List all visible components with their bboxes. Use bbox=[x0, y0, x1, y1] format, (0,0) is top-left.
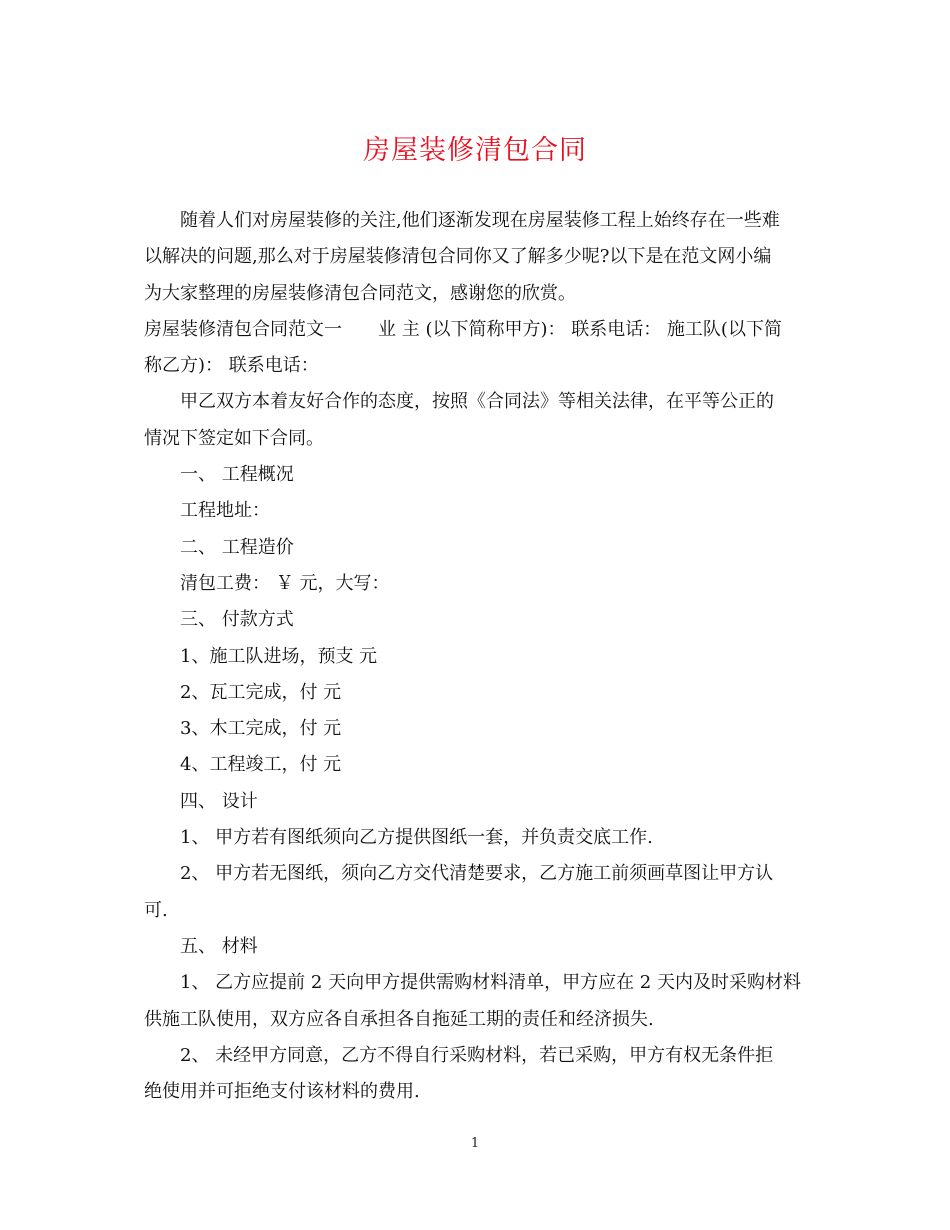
paragraph-line: 清包工费： ￥ 元，大写： bbox=[180, 572, 390, 594]
paragraph-line: 为大家整理的房屋装修清包合同范文，感谢您的欣赏。 bbox=[144, 282, 576, 304]
document-body bbox=[144, 203, 808, 1110]
paragraph-line: 供施工队使用，双方应各自承担各自拖延工期的责任和经济损失. bbox=[144, 1008, 654, 1030]
list-item: 3、木工完成，付 元 bbox=[180, 718, 342, 740]
paragraph-line: 随着人们对房屋装修的关注,他们逐渐发现在房屋装修工程上始终存在一些难 bbox=[180, 210, 780, 231]
paragraph-line: 甲乙双方本着友好合作的态度，按照《合同法》等相关法律，在平等公正的 bbox=[180, 391, 774, 413]
section-heading: 二、 工程造价 bbox=[180, 536, 294, 558]
list-item: 4、工程竣工，付 元 bbox=[180, 754, 342, 776]
list-item: 2、 未经甲方同意，乙方不得自行采购材料，若已采购，甲方有权无条件拒 bbox=[180, 1044, 774, 1066]
section-heading: 三、 付款方式 bbox=[180, 609, 294, 631]
paragraph-line: 工程地址： bbox=[180, 500, 270, 522]
document-title: 房屋装修清包合同 bbox=[363, 135, 587, 166]
list-item: 1、 甲方若有图纸须向乙方提供图纸一套，并负责交底工作. bbox=[180, 827, 653, 849]
paragraph-line: 以解决的问题,那么对于房屋装修清包合同你又了解多少呢?以下是在范文网小编 bbox=[144, 246, 772, 268]
section-heading: 五、 材料 bbox=[180, 935, 258, 957]
paragraph-line: 房屋装修清包合同范文一 业 主 (以下简称甲方)： 联系电话： 施工队(以下简 bbox=[144, 318, 782, 340]
paragraph-line: 称乙方)： 联系电话： bbox=[144, 355, 319, 377]
paragraph-line: 情况下签定如下合同。 bbox=[144, 427, 324, 449]
list-item: 1、施工队进场，预支 元 bbox=[180, 645, 378, 667]
paragraph-line: 绝使用并可拒绝支付该材料的费用. bbox=[144, 1081, 420, 1103]
page-number: 1 bbox=[470, 1136, 480, 1151]
list-item: 1、 乙方应提前 2 天向甲方提供需购材料清单，甲方应在 2 天内及时采购材料 bbox=[180, 972, 801, 994]
paragraph-line: 可. bbox=[144, 899, 168, 921]
section-heading: 一、 工程概况 bbox=[180, 464, 294, 486]
section-heading: 四、 设计 bbox=[180, 790, 258, 812]
list-item: 2、 甲方若无图纸，须向乙方交代清楚要求，乙方施工前须画草图让甲方认 bbox=[180, 863, 774, 885]
list-item: 2、瓦工完成，付 元 bbox=[180, 681, 342, 703]
